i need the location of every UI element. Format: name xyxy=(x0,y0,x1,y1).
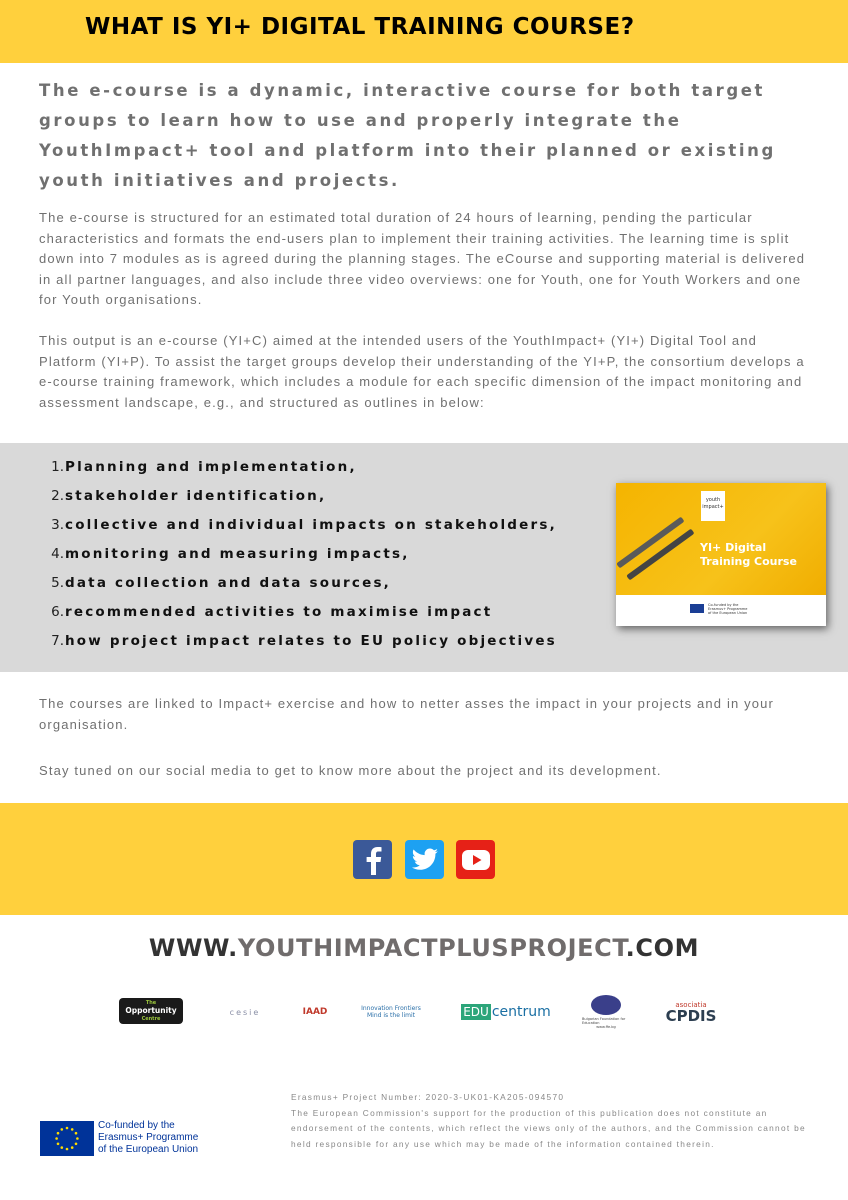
edu-box: EDU xyxy=(463,1005,489,1019)
url-prefix: WWW. xyxy=(148,934,238,962)
page-title: WHAT IS YI+ DIGITAL TRAINING COURSE? xyxy=(85,14,635,40)
module-item xyxy=(38,453,557,482)
cpdis-top: asociatia xyxy=(675,1000,707,1009)
structure-paragraph: The e-course is structured for an estimated total duration of 24 hours of learning, pending the particular characteristics and formats the end-users plan to implement their training activities. The learning time is split down into 7 modules as is agreed during the planning stages. The eCourse and supporting material is delivered in all partner languages, and also include three video overviews: one for Youth, one for Youth Workers and one for Youth organisations. xyxy=(39,210,806,307)
facebook-icon[interactable] xyxy=(353,840,392,879)
module-number: 5. xyxy=(51,575,64,591)
cpdis-logo xyxy=(660,995,722,1029)
url-name: YOUTHIMPACTPLUSPROJECT xyxy=(237,934,626,962)
opportunity-main: Opportunity xyxy=(125,1006,177,1015)
url-suffix: .COM xyxy=(625,934,700,962)
opportunity-sub: Centre xyxy=(141,1016,161,1022)
module-number: 3. xyxy=(51,517,64,534)
youtube-icon[interactable] xyxy=(456,840,495,879)
disclaimer-block xyxy=(291,1090,821,1152)
module-text: Planning and implementation, xyxy=(65,459,357,476)
edu-rest: centrum xyxy=(491,1004,551,1020)
module-text: data collection and data sources, xyxy=(65,575,392,591)
project-number: Erasmus+ Project Number: 2020-3-UK01-KA205-094570 xyxy=(291,1092,565,1102)
twitter-icon[interactable] xyxy=(405,840,444,879)
ffe-mark-icon xyxy=(591,995,621,1015)
eu-flag-icon xyxy=(690,604,704,613)
module-text: monitoring and measuring impacts, xyxy=(65,546,410,563)
module-number: 2. xyxy=(51,488,64,505)
module-text: stakeholder identification, xyxy=(65,488,327,505)
module-item xyxy=(38,626,557,655)
eu-cofunded-text: Co-funded by the Erasmus+ Programme of the European Union xyxy=(98,1120,199,1155)
stay-tuned-paragraph: Stay tuned on our social media to get to know more about the project and its development. xyxy=(39,763,662,778)
ffe-logo xyxy=(582,995,630,1029)
module-text: how project impact relates to EU policy objectives xyxy=(65,632,557,649)
disclaimer-text: The European Commission's support for the production of this publication does not constitute an endorsement of the contents, which reflect the views only of the authors, and the Commission cannot be held responsible for any use which may be made of the information contained therein. xyxy=(291,1107,806,1149)
module-number: 6. xyxy=(51,603,64,620)
opportunity-top: The xyxy=(145,1000,157,1006)
module-number: 1. xyxy=(51,459,64,476)
module-number: 4. xyxy=(51,546,64,563)
module-item xyxy=(38,482,557,511)
innovation-sub: Mind is the limit xyxy=(366,1012,415,1019)
cover-eu-text: Co-funded by the Erasmus+ Programme of the European Union xyxy=(708,603,748,615)
cpdis-main: CPDIS xyxy=(665,1006,717,1025)
lead-paragraph: The e-course is a dynamic, interactive course for both target groups to learn how to use and properly integrate the YouthImpact+ tool and platform into their planned or existing youth initiatives and projects. xyxy=(39,81,776,190)
module-item xyxy=(38,597,557,626)
educentrum-logo xyxy=(463,995,551,1029)
module-text: recommended activities to maximise impact xyxy=(65,603,493,620)
module-item xyxy=(38,569,557,598)
module-item xyxy=(38,511,557,540)
cover-title: YI+ Digital Training Course xyxy=(700,541,797,568)
ffe-url: www.ffe.bg xyxy=(596,1025,616,1029)
cesie-logo: cesie xyxy=(229,1007,261,1017)
iaad-logo: IAAD xyxy=(302,1007,328,1017)
course-cover-image xyxy=(616,483,826,626)
module-text: collective and individual impacts on stakeholders, xyxy=(65,517,557,534)
website-url[interactable] xyxy=(0,934,848,962)
innovation-frontiers-logo xyxy=(360,995,422,1029)
module-number: 7. xyxy=(51,632,64,649)
output-paragraph: This output is an e-course (YI+C) aimed at the intended users of the YouthImpact+ (YI+) Digital Tool and Platform (YI+P). To assist the target groups develop their understanding of the YI+P, the consortium develops a e-course training framework, which includes a module for each specific dimension of the impact monitoring and assessment landscape, e.g., and structured as outlines in below: xyxy=(39,333,805,410)
innovation-main: Innovation Frontiers xyxy=(361,1005,421,1012)
module-list xyxy=(38,453,557,655)
module-item xyxy=(38,540,557,569)
ffe-name: Bulgarian Foundation for Education xyxy=(582,1017,626,1025)
cover-logo: youth impact+ xyxy=(701,491,725,521)
eu-flag-icon xyxy=(40,1121,94,1156)
opportunity-centre-logo xyxy=(119,998,183,1024)
linked-paragraph: The courses are linked to Impact+ exercise and how to netter asses the impact in your projects and in your organisation. xyxy=(39,696,775,732)
